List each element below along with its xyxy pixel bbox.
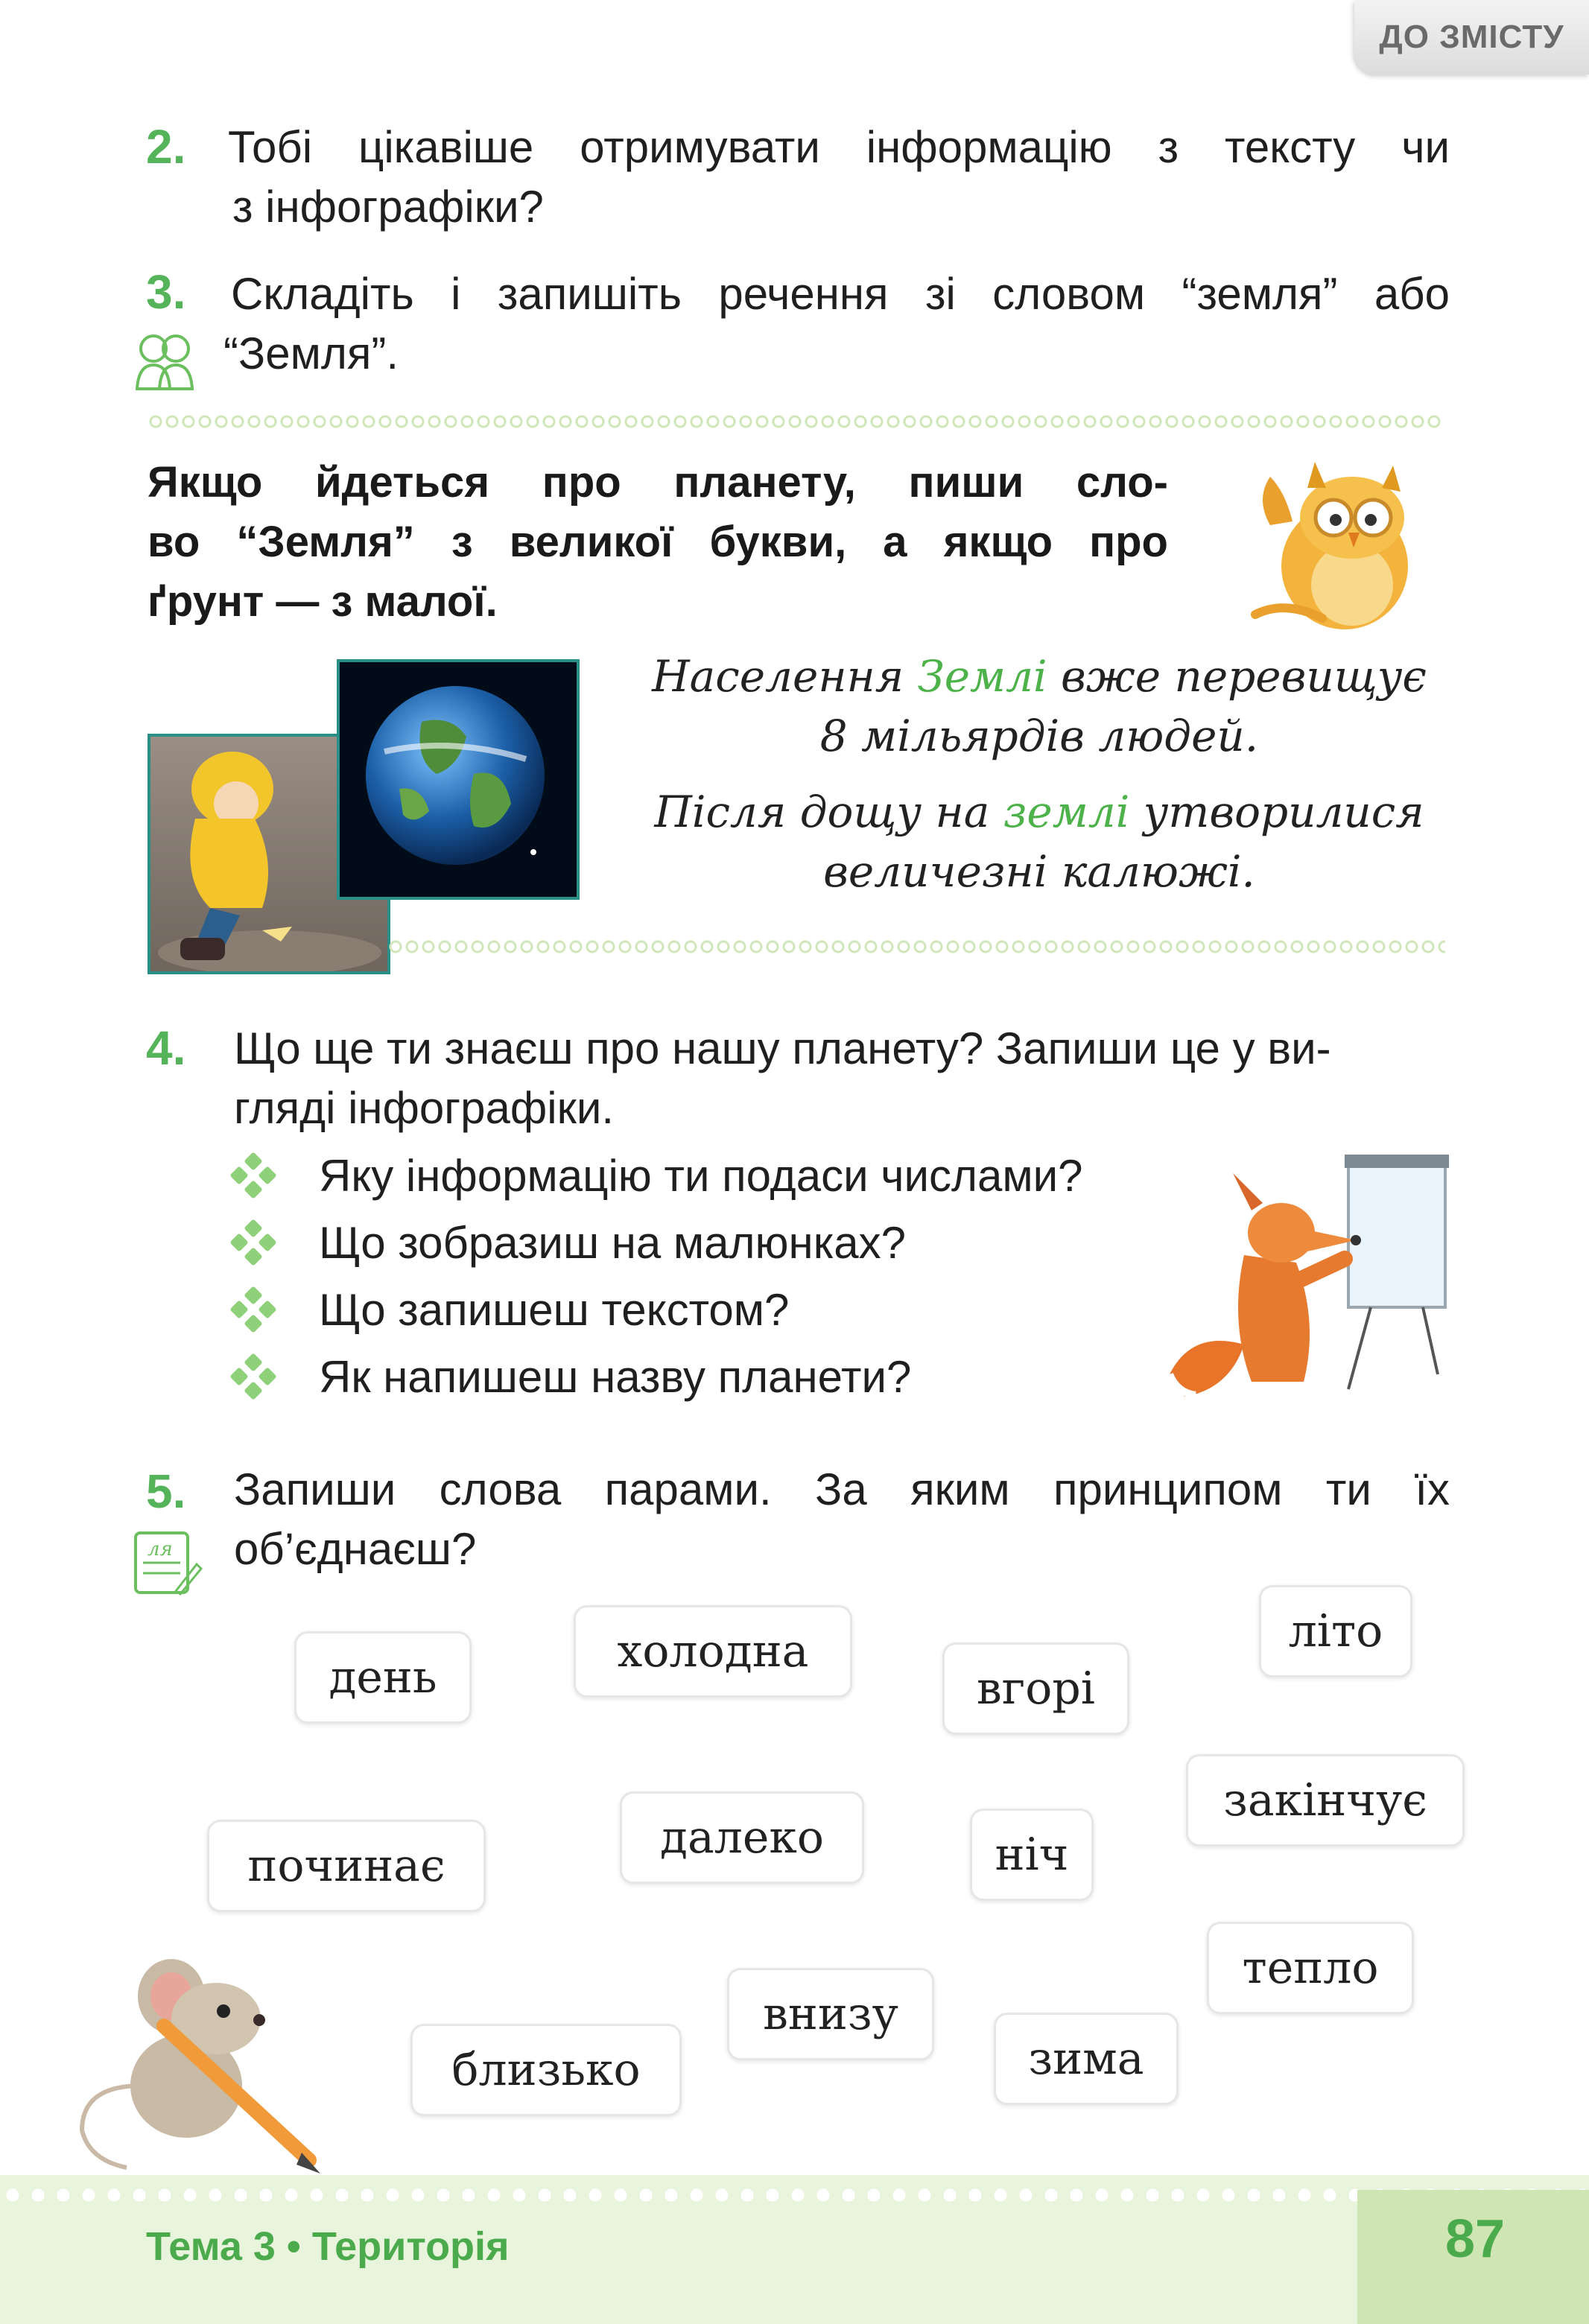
pair-work-icon [131,328,198,395]
page-number: 87 [1445,2209,1506,2269]
task-3-line-2: “Земля”. [223,328,399,378]
example-2-line-2: величезні калюжі. [823,846,1255,897]
example-2-line-1: Після дощу на землі утворилися [654,787,1424,837]
word-card[interactable]: літо [1259,1585,1412,1677]
section-divider-2 [387,939,1445,955]
diamond-bullet-icon [231,1153,276,1198]
task-2-text [228,118,1450,237]
footer-pattern [0,2182,1589,2208]
bullet-item [231,1280,789,1339]
bullet-text: Яку інформацію ти подаси числами? [319,1150,1083,1201]
task-4-text [234,1019,1456,1138]
rule-text [148,453,1168,632]
rule-line-3: ґрунт — з малої. [148,577,498,626]
mouse-with-pencil-illustration [74,1937,328,2175]
toc-link[interactable]: ДО ЗМІСТУ [1354,0,1589,74]
word-card[interactable]: близько [410,2024,682,2116]
task-3-number: 3. [146,265,186,319]
section-divider [148,413,1444,430]
owl-illustration [1240,454,1434,633]
bullet-item [231,1146,1083,1205]
word-card[interactable]: вгорі [942,1642,1129,1735]
fox-with-board-illustration [1162,1151,1460,1412]
example-2 [626,782,1453,901]
task-5-line-2: об’єднаєш? [234,1524,477,1574]
example-1 [626,647,1453,766]
word-card[interactable]: далеко [620,1791,864,1884]
task-5-number: 5. [146,1464,186,1518]
word-card[interactable]: внизу [727,1968,934,2060]
word-card[interactable]: починає [207,1820,486,1912]
bullet-item [231,1347,911,1406]
bullet-text: Що зобразиш на малюнках? [319,1217,906,1268]
example-1-line-2: 8 мільярдів людей. [819,711,1259,761]
word-card[interactable]: ніч [970,1809,1094,1901]
task-5-line-1: Запиши слова парами. За яким принципом ти їх [234,1464,1450,1514]
word-card[interactable]: зима [994,2013,1179,2105]
word-card[interactable]: закінчує [1186,1754,1465,1847]
example-1-line-1: Населення Землі вже перевищує [652,651,1427,702]
word-card[interactable]: холодна [574,1605,852,1698]
svg-text:ля: ля [148,1538,173,1561]
rule-line-2: во “Земля” з великої букви, а якщо про [148,518,1168,566]
task-4-number: 4. [146,1021,186,1075]
task-5-text [234,1460,1450,1579]
task-4-line-2: гляді інфографіки. [234,1083,615,1133]
highlight-word-zemli: землі [1003,787,1130,837]
earth-image [337,659,580,900]
diamond-bullet-icon [231,1287,276,1332]
writing-notebook-icon [131,1527,203,1598]
diamond-bullet-icon [231,1354,276,1399]
word-card[interactable]: тепло [1207,1922,1414,2014]
task-4-line-1: Що ще ти знаєш про нашу планету? Запиши це у ви- [234,1023,1331,1073]
diamond-bullet-icon [231,1220,276,1265]
topic-label: Тема 3 • Територія [146,2224,510,2269]
rule-line-1: Якщо йдеться про планету, пиши сло- [148,458,1168,507]
bullet-item [231,1213,906,1272]
task-3-line-1: Складіть і запишіть речення зі словом “земля” або [231,269,1450,319]
task-2-line-1: Тобі цікавіше отримувати інформацію з тексту чи [228,122,1450,172]
highlight-word-zemli-capital: Землі [917,651,1047,702]
word-card[interactable]: день [294,1631,472,1724]
bullet-text: Як напишеш назву планети? [319,1351,912,1402]
task-3-text [223,264,1450,384]
task-2-line-2: з інфографіки? [232,182,544,232]
bullet-text: Що запишеш текстом? [319,1284,790,1335]
task-2-number: 2. [146,120,186,174]
